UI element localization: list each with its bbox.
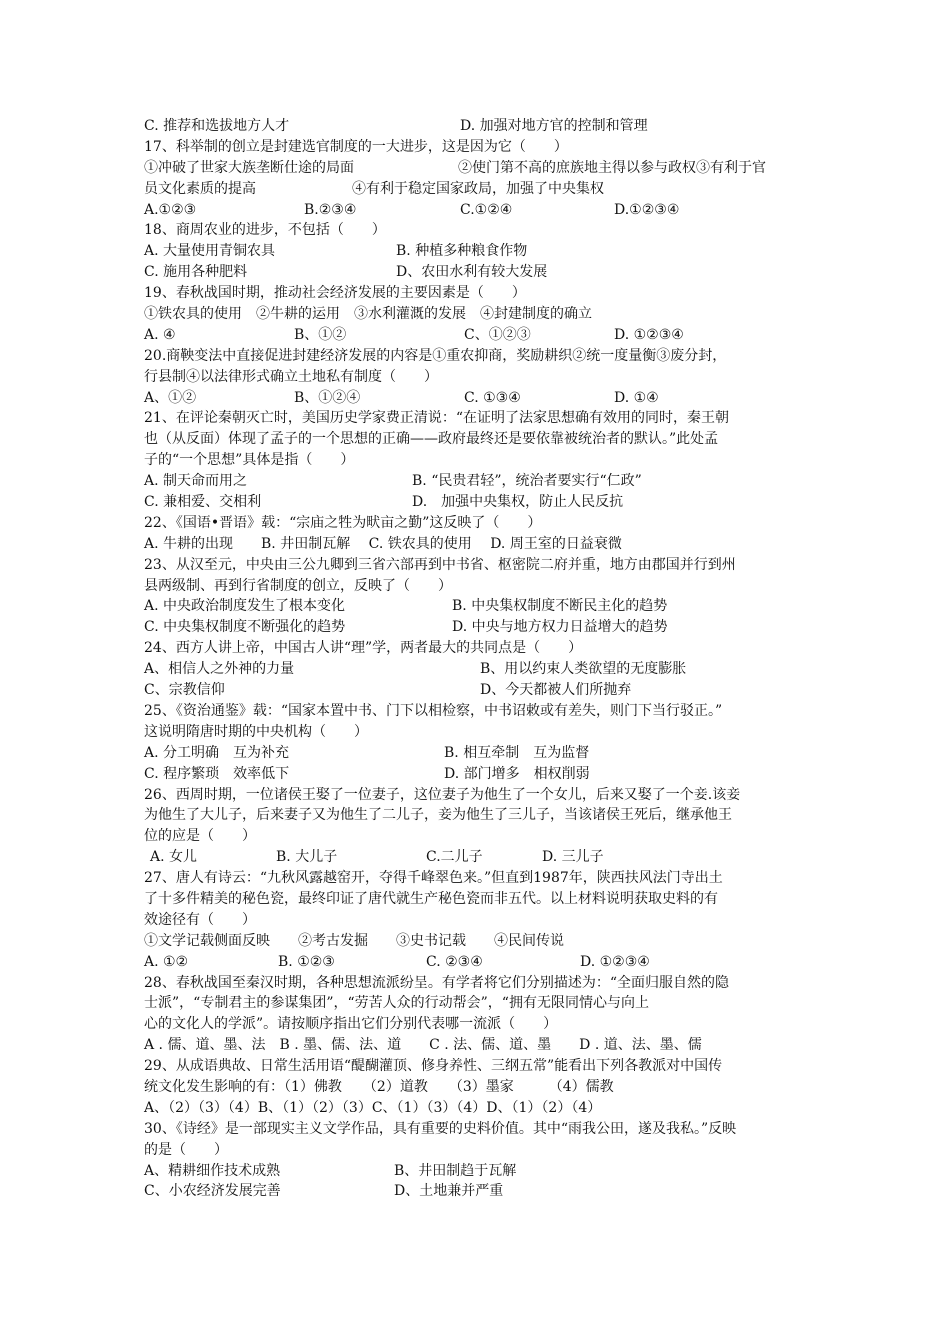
q27-items: ①文学记载侧面反映 ②考古发掘 ③史书记载 ④民间传说 — [144, 932, 564, 949]
q21-option-c: C. 兼相爱、交相利 — [144, 494, 262, 511]
q20-option-d: D. ①④ — [614, 389, 659, 406]
q26-line3: 位的应是（ ） — [144, 828, 256, 845]
q24-option-a: A、相信人之外神的力量 — [144, 661, 295, 678]
q30-options-ab — [144, 1161, 824, 1182]
q26-options — [144, 847, 824, 868]
q23-options-cd — [144, 617, 824, 638]
q18-options-cd — [144, 262, 824, 283]
q23-option-c: C. 中央集权制度不断强化的趋势 — [144, 619, 346, 636]
q26-line2: 为他生了大儿子，后来妻子又为他生了二儿子，妾为他生了三儿子，当该诸侯王死后，继承他王 — [144, 807, 732, 824]
q20-option-c: C. ①③④ — [464, 389, 521, 406]
q18-options-ab — [144, 241, 824, 262]
q16-option-c: C. 推荐和选拔地方人才 — [144, 118, 290, 134]
q25-option-a: A. 分工明确 互为补充 — [144, 744, 290, 761]
q27-line3: 效途径有（ ） — [144, 911, 256, 928]
q19-items: ①铁农具的使用 ②牛耕的运用 ③水利灌溉的发展 ④封建制度的确立 — [144, 306, 592, 323]
q30-options-cd — [144, 1181, 824, 1202]
q19-stem: 19、春秋战国时期，推动社会经济发展的主要因素是（ ） — [144, 285, 526, 302]
q17-option-d: D.①②③④ — [614, 201, 680, 218]
q27-line2: 了十多件精美的秘色瓷，最终印证了唐代就生产秘色瓷而非五代。以上材料说明获取史料的有 — [144, 890, 718, 907]
q27-option-b: B. ①②③ — [278, 953, 335, 970]
q21-option-b: B. “民贵君轻”，统治者要实行“仁政” — [412, 473, 642, 490]
q21-option-a: A. 制天命而用之 — [144, 473, 248, 490]
q24-stem: 24、西方人讲上帝，中国古人讲“理”学，两者最大的共同点是（ ） — [144, 640, 583, 657]
q17-option-c: C.①②④ — [460, 201, 513, 218]
q30-option-c: C、小农经济发展完善 — [144, 1183, 281, 1200]
q19-option-c: C、①②③ — [464, 326, 531, 343]
q29-line2: 统文化发生影响的有：（1）佛教 （2）道教 （3）墨家 （4）儒教 — [144, 1078, 614, 1095]
q17-option-b: B.②③④ — [304, 201, 357, 218]
q20-options — [144, 388, 824, 409]
q21-option-d: D. 加强中央集权，防止人民反抗 — [412, 494, 624, 511]
q26-line1: 26、西周时期，一位诸侯王娶了一位妻子，这位妻子为他生了一个女儿，后来又娶了一个妾.该妾 — [144, 786, 741, 803]
q30-line2: 的是（ ） — [144, 1141, 228, 1158]
exam-page — [144, 116, 824, 1202]
q24-options-cd — [144, 680, 824, 701]
q25-line2: 这说明隋唐时期的中央机构（ ） — [144, 723, 368, 740]
q22-stem: 22、《国语•晋语》载：“宗庙之牲为畎亩之勤”这反映了（ ） — [144, 514, 542, 531]
q16-option-d: D. 加强对地方官的控制和管理 — [460, 118, 648, 134]
q30-option-a: A、精耕细作技术成熟 — [144, 1162, 281, 1179]
q19-options — [144, 325, 824, 346]
q23-option-b: B. 中央集权制度不断民主化的趋势 — [452, 598, 668, 615]
q26-option-b: B. 大儿子 — [276, 849, 338, 866]
q17-item-4: ④有利于稳定国家政局，加强了中央集权 — [352, 180, 604, 197]
q17-item-3-cont: 员文化素质的提高 — [144, 180, 256, 197]
q19-option-d: D. ①②③④ — [614, 326, 684, 343]
q18-option-d: D、农田水利有较大发展 — [396, 264, 548, 281]
q25-option-b: B. 相互牵制 互为监督 — [444, 744, 590, 761]
q17-options — [144, 200, 824, 221]
q22-options: A. 牛耕的出现 B. 井田制瓦解 C. 铁农具的使用 D. 周王室的日益衰微 — [144, 535, 622, 552]
q17-option-a: A.①②③ — [144, 201, 197, 218]
q20-option-b: B、①②④ — [294, 389, 361, 406]
q16-options-cd — [144, 116, 824, 137]
q17-item-1: ①冲破了世家大族垄断仕途的局面 — [144, 159, 354, 176]
q26-option-c: C.二儿子 — [426, 849, 483, 866]
q21-line3: 子的“一个思想”具体是指（ ） — [144, 452, 355, 469]
q27-option-c: C. ②③④ — [426, 953, 483, 970]
q17-line1 — [144, 158, 824, 179]
q20-line1: 20.商鞅变法中直接促进封建经济发展的内容是①重农抑商，奖励耕织②统一度量衡③废分封， — [144, 347, 727, 364]
q24-option-c: C、宗教信仰 — [144, 682, 225, 699]
q21-options-cd — [144, 492, 824, 513]
q30-option-d: D、土地兼并严重 — [394, 1183, 504, 1200]
q25-option-d: D. 部门增多 相权削弱 — [444, 765, 590, 782]
q30-line1: 30、《诗经》是一部现实主义文学作品，具有重要的史料价值。其中“雨我公田，遂及我私。”反映 — [144, 1120, 737, 1137]
q24-option-b: B、用以约束人类欲望的无度膨胀 — [480, 661, 687, 678]
q27-option-a: A. ①② — [144, 953, 189, 970]
q26-option-a: A. 女儿 — [150, 849, 198, 866]
q18-option-a: A. 大量使用青铜农具 — [144, 243, 276, 260]
q29-line1: 29、从成语典故、日常生活用语“醍醐灌顶、修身养性、三纲五常”能看出下列各教派对中国传 — [144, 1058, 723, 1075]
q23-option-d: D. 中央与地方权力日益增大的趋势 — [452, 619, 668, 636]
q23-option-a: A. 中央政治制度发生了根本变化 — [144, 598, 346, 615]
q26-option-d: D. 三儿子 — [542, 849, 604, 866]
q19-option-b: B、①② — [294, 326, 347, 343]
q29-options: A、（2）（3）（4）B、（1）（2）（3）C、（1）（3）（4）D、（1）（2）（4） — [144, 1099, 602, 1116]
q24-option-d: D、今天都被人们所抛弃 — [480, 682, 632, 699]
q18-stem: 18、商周农业的进步，不包括（ ） — [144, 222, 386, 239]
q28-line3: 心的文化人的学派”。请按顺序指出它们分别代表哪一流派（ ） — [144, 1016, 558, 1033]
q17-line2 — [144, 179, 824, 200]
q28-options: A . 儒、道、墨、法 B . 墨、儒、法、道 C . 法、儒、道、墨 D . 道、法、墨、儒 — [144, 1037, 702, 1054]
q24-options-ab — [144, 659, 824, 680]
q21-line2: 也（从反面）体现了孟子的一个思想的正确——政府最终还是要依靠被统治者的默认。”此处孟 — [144, 431, 719, 448]
q19-option-a: A. ④ — [144, 326, 176, 343]
q25-options-cd — [144, 764, 824, 785]
q18-option-c: C. 施用各种肥料 — [144, 264, 248, 281]
q23-options-ab — [144, 596, 824, 617]
q17-item-2-3: ②使门第不高的庶族地主得以参与政权③有利于官 — [458, 159, 766, 176]
q25-options-ab — [144, 743, 824, 764]
q17-stem: 17、科举制的创立是封建选官制度的一大进步，这是因为它（ ） — [144, 138, 568, 155]
q23-line1: 23、从汉至元，中央由三公九卿到三省六部再到中书省、枢密院二府并重，地方由郡国并行到州 — [144, 556, 736, 573]
q20-option-a: A、①② — [144, 389, 197, 406]
q25-line1: 25、《资治通鉴》载：“国家本置中书、门下以相检察，中书诏敕或有差失，则门下当行驳正。” — [144, 702, 723, 719]
q20-line2: 行县制④以法律形式确立土地私有制度（ ） — [144, 368, 438, 385]
q30-option-b: B、井田制趋于瓦解 — [394, 1162, 517, 1179]
q21-options-ab — [144, 471, 824, 492]
q28-line2: 士派”，“专制君主的参谋集团”，“劳苦人众的行动帮会”，“拥有无限同情心与向上 — [144, 995, 649, 1012]
q27-options — [144, 952, 824, 973]
q23-line2: 县两级制、再到行省制度的创立，反映了（ ） — [144, 577, 452, 594]
q18-option-b: B. 种植多种粮食作物 — [396, 243, 528, 260]
q27-line1: 27、唐人有诗云：“九秋风露越窑开，夺得千峰翠色来。”但直到1987年，陕西扶风法门寺出土 — [144, 870, 723, 887]
q25-option-c: C. 程序繁琐 效率低下 — [144, 765, 290, 782]
q21-line1: 21、在评论秦朝灭亡时，美国历史学家费正清说：“在证明了法家思想确有效用的同时，秦王朝 — [144, 410, 729, 427]
q28-line1: 28、春秋战国至秦汉时期，各种思想流派纷呈。有学者将它们分别描述为：“全面归服自然的隐 — [144, 974, 729, 991]
q27-option-d: D. ①②③④ — [580, 953, 650, 970]
